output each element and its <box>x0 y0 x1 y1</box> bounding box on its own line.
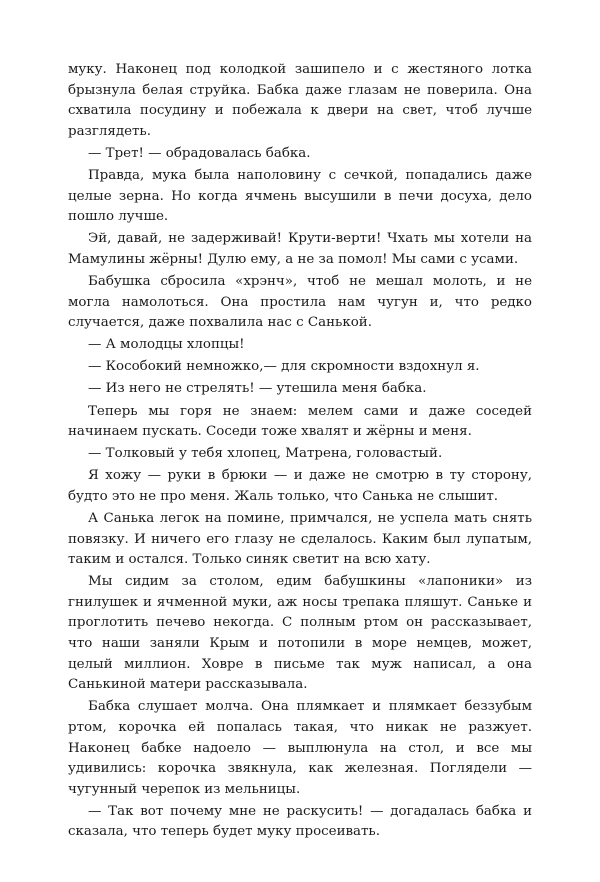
paragraph-continued: муку. Наконец под колодкой зашипело и с жестяного лотка брызнула белая струйка. Бабка даже глазам не поверила. Она схватила посудину и побежала к двери на свет, чтоб лучше разглядеть. <box>68 62 532 139</box>
paragraph: — Из него не стрелять! — утешила меня бабка. <box>88 381 427 397</box>
paragraph: Бабка слушает молча. Она плямкает и плямкает беззубым ртом, корочка ей попалась такая, что никак не разжует. Наконец бабке надоело — выплюнула на стол, и все мы удивились: корочка звякнула, как железная. Поглядели — чугунный черепок из мельницы. <box>68 699 532 797</box>
paragraph: Бабушка сбросила «хрэнч», чтоб не мешал молоть, и не могла намолоться. Она простила нам чугун и, что редко случается, даже похвалила нас с Санькой. <box>68 273 532 331</box>
paragraph: Эй, давай, не задерживай! Крути-верти! Чхать мы хотели на Мамулины жёрны! Дулю ему, а не за помол! Мы сами с усами. <box>68 231 532 267</box>
paragraph: Правда, мука была наполовину с сечкой, попадались даже целые зерна. Но когда ячмень высушили в печи досуха, дело пошло лучше. <box>68 167 532 225</box>
paragraph: Теперь мы горя не знаем: мелем сами и даже соседей начинаем пускать. Соседи тоже хвалят и жёрны и меня. <box>68 403 532 440</box>
book-page <box>68 60 532 844</box>
paragraph: Я хожу — руки в брюки — и даже не смотрю в ту сторону, будто это не про меня. Жаль только, что Санька не слышит. <box>68 468 532 504</box>
paragraph: Мы сидим за столом, едим бабушкины «лапоники» из гнилушек и ячменной муки, аж носы трепака пляшут. Саньке и проглотить печево некогда. С полным ртом он рассказывает, что наши заняли Крым и потопили в море немцев, может, целый миллион. Ховре в письме так муж написал, а она Санькиной матери рассказывала. <box>68 574 532 693</box>
paragraph: — Толковый у тебя хлопец, Матрена, головастый. <box>88 446 443 462</box>
paragraph: — Так вот почему мне не раскусить! — догадалась бабка и сказала, что теперь будет муку просеивать. <box>68 803 532 840</box>
paragraph: А Санька легок на помине, примчался, не успела мать снять повязку. И ничего его глазу не сделалось. Каким был лупатым, таким и остался. Только синяк светит на всю хату. <box>68 510 532 568</box>
paragraph: — А молодцы хлопцы! <box>88 337 245 353</box>
paragraph: — Кособокий немножко,— для скромности вздохнул я. <box>88 359 480 375</box>
paragraph: — Трет! — обрадовалась бабка. <box>88 145 311 161</box>
